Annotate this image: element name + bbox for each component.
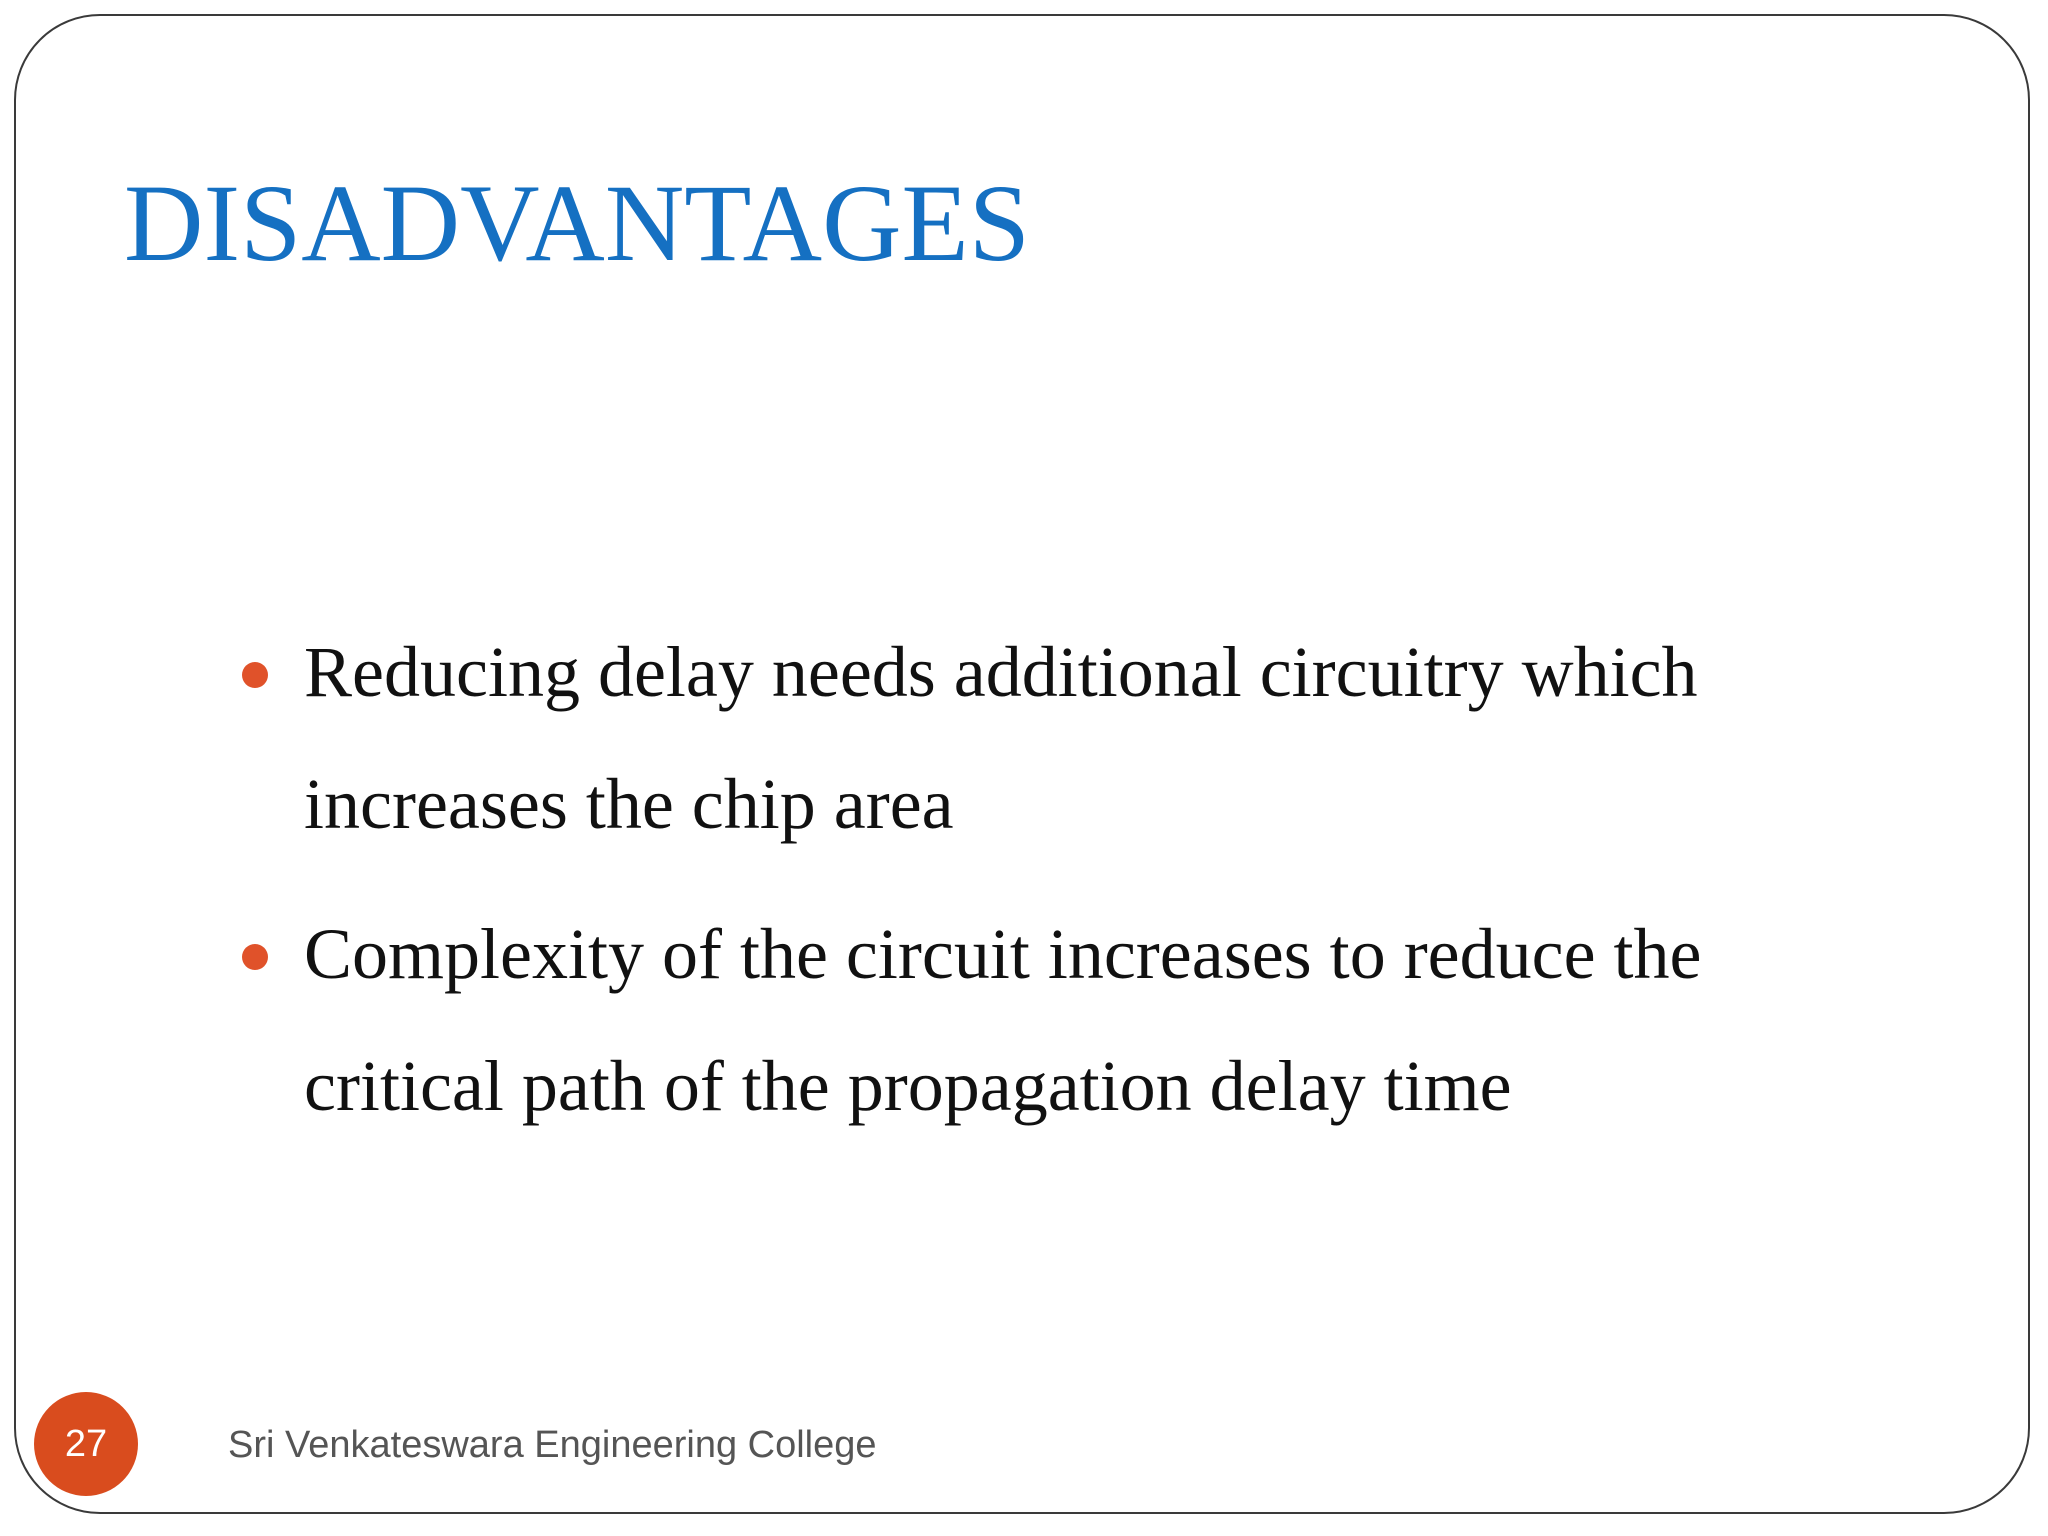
slide <box>14 14 2030 1514</box>
bullet-text: Reducing delay needs additional circuitry which increases the chip area <box>304 632 1698 844</box>
bullet-dot-icon <box>242 944 268 970</box>
bullet-item <box>230 888 1790 1152</box>
slide-title: DISADVANTAGES <box>124 162 1030 284</box>
bullet-dot-icon <box>242 662 268 688</box>
page-number-badge: 27 <box>34 1392 138 1496</box>
bullet-text: Complexity of the circuit increases to reduce the critical path of the propagation delay time <box>304 914 1702 1126</box>
bullet-list <box>230 606 1790 1170</box>
bullet-item <box>230 606 1790 870</box>
footer-college-name: Sri Venkateswara Engineering College <box>228 1424 877 1466</box>
